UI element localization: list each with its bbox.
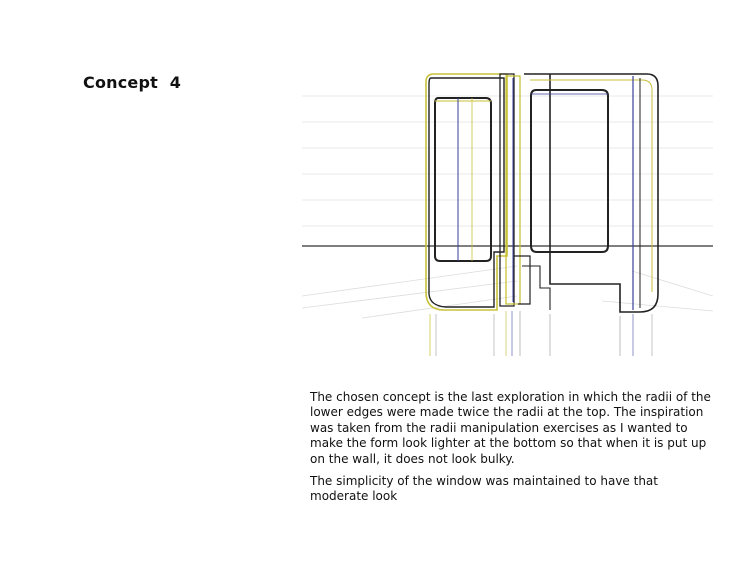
left-panel [426, 74, 507, 310]
description-paragraph-1: The chosen concept is the last exploration in which the radii of the lower edges were made twice the radii at the top. The inspiration was taken from the radii manipulation exercises as I wanted to make the form look lighter at the bottom so that when it is put up on the wall, it does not look bulky. [310, 390, 711, 466]
concept-render-figure [302, 56, 713, 356]
floor-reflection [430, 311, 652, 356]
page-title: Concept 4 [83, 72, 182, 92]
description-paragraph-2: The simplicity of the window was maintained to have that moderate look [310, 474, 658, 504]
concept-render-svg [302, 56, 713, 356]
right-panel [524, 74, 658, 312]
concept-description [310, 390, 715, 512]
